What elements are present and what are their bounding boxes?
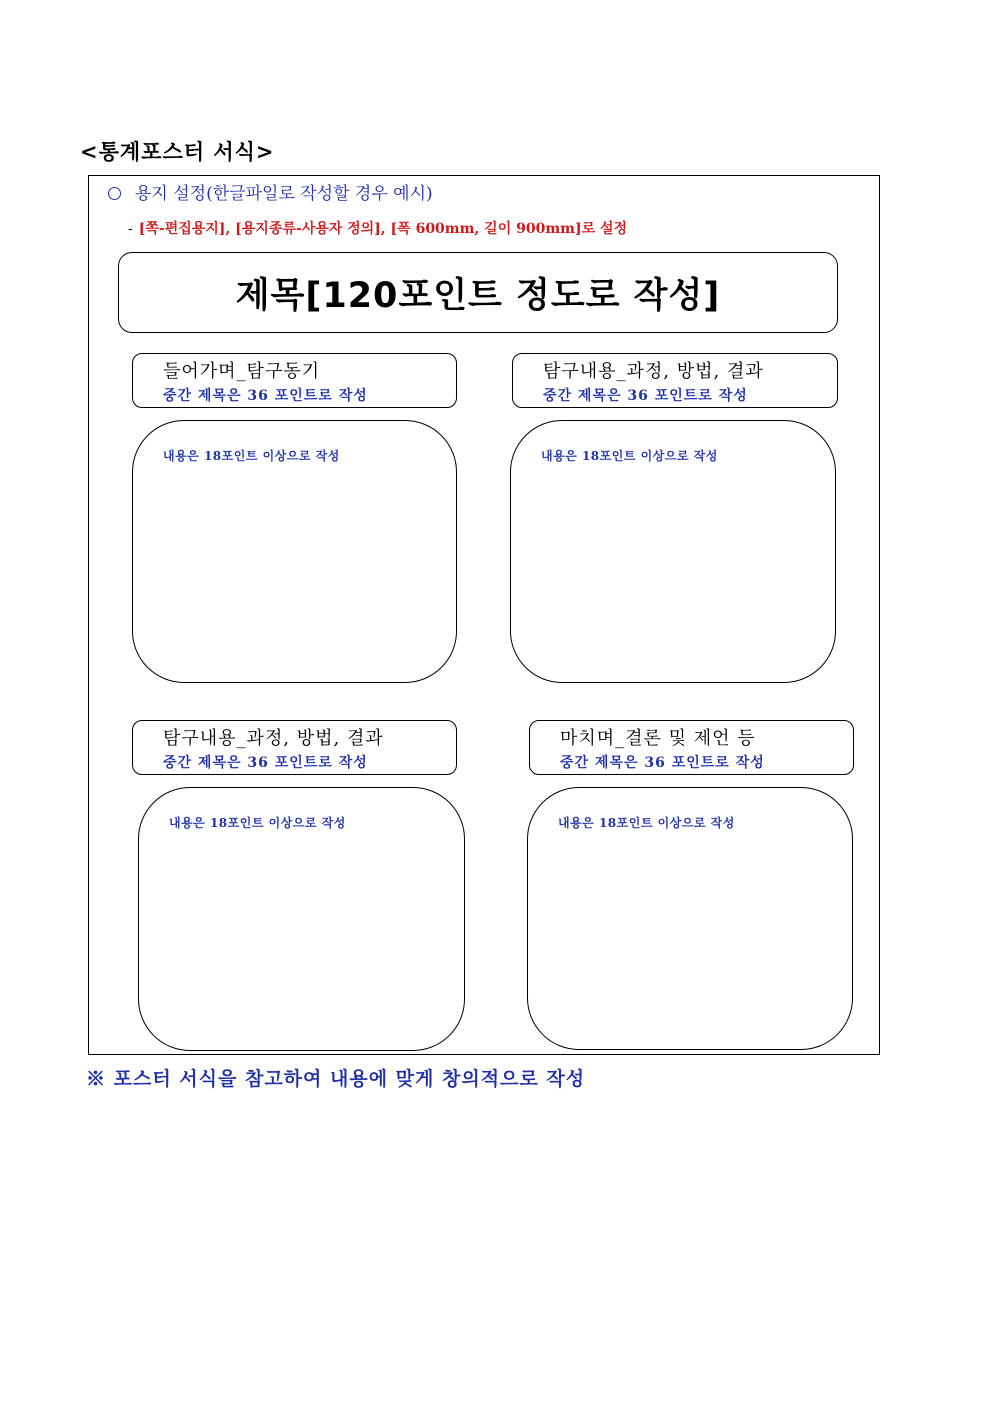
section-2-title: 탐구내용_과정, 방법, 결과 xyxy=(543,361,764,382)
section-2-header xyxy=(512,353,838,408)
section-4-title: 마치며_결론 및 제언 등 xyxy=(560,728,756,749)
section-2-subtitle: 중간 제목은 36 포인트로 작성 xyxy=(543,388,748,404)
section-3-subtitle: 중간 제목은 36 포인트로 작성 xyxy=(163,755,368,771)
section-3-content-box xyxy=(138,787,465,1051)
section-1-title: 들어가며_탐구동기 xyxy=(163,361,321,382)
section-4-subtitle: 중간 제목은 36 포인트로 작성 xyxy=(560,755,765,771)
main-title-box xyxy=(118,252,838,333)
section-2-content-text: 내용은 18포인트 이상으로 작성 xyxy=(541,449,718,463)
paper-setting-text: 용지 설정(한글파일로 작성할 경우 예시) xyxy=(135,184,433,204)
section-4-header xyxy=(529,720,854,775)
section-3-header xyxy=(132,720,457,775)
section-3-content-text: 내용은 18포인트 이상으로 작성 xyxy=(169,816,346,830)
section-4-content-text: 내용은 18포인트 이상으로 작성 xyxy=(558,816,735,830)
section-4-content-box xyxy=(527,787,853,1050)
section-1-content-text: 내용은 18포인트 이상으로 작성 xyxy=(163,449,340,463)
circle-bullet-icon xyxy=(108,187,121,200)
document-title: <통계포스터 서식> xyxy=(80,139,275,164)
section-1-header xyxy=(132,353,457,408)
paper-note-line xyxy=(128,218,627,238)
section-3-title: 탐구내용_과정, 방법, 결과 xyxy=(163,728,384,749)
section-1-subtitle: 중간 제목은 36 포인트로 작성 xyxy=(163,388,368,404)
section-1-content-box xyxy=(132,420,457,683)
paper-note-dash: - xyxy=(128,221,133,237)
footer-note: ※ 포스터 서식을 참고하여 내용에 맞게 창의적으로 작성 xyxy=(86,1068,586,1090)
section-2-content-box xyxy=(510,420,836,683)
paper-setting-line xyxy=(108,179,433,204)
paper-note-text: [쪽-편집용지], [용지종류-사용자 정의], [폭 600mm, 길이 900mm]로 설정 xyxy=(138,221,628,237)
main-title-text: 제목[120포인트 정도로 작성] xyxy=(235,275,721,316)
